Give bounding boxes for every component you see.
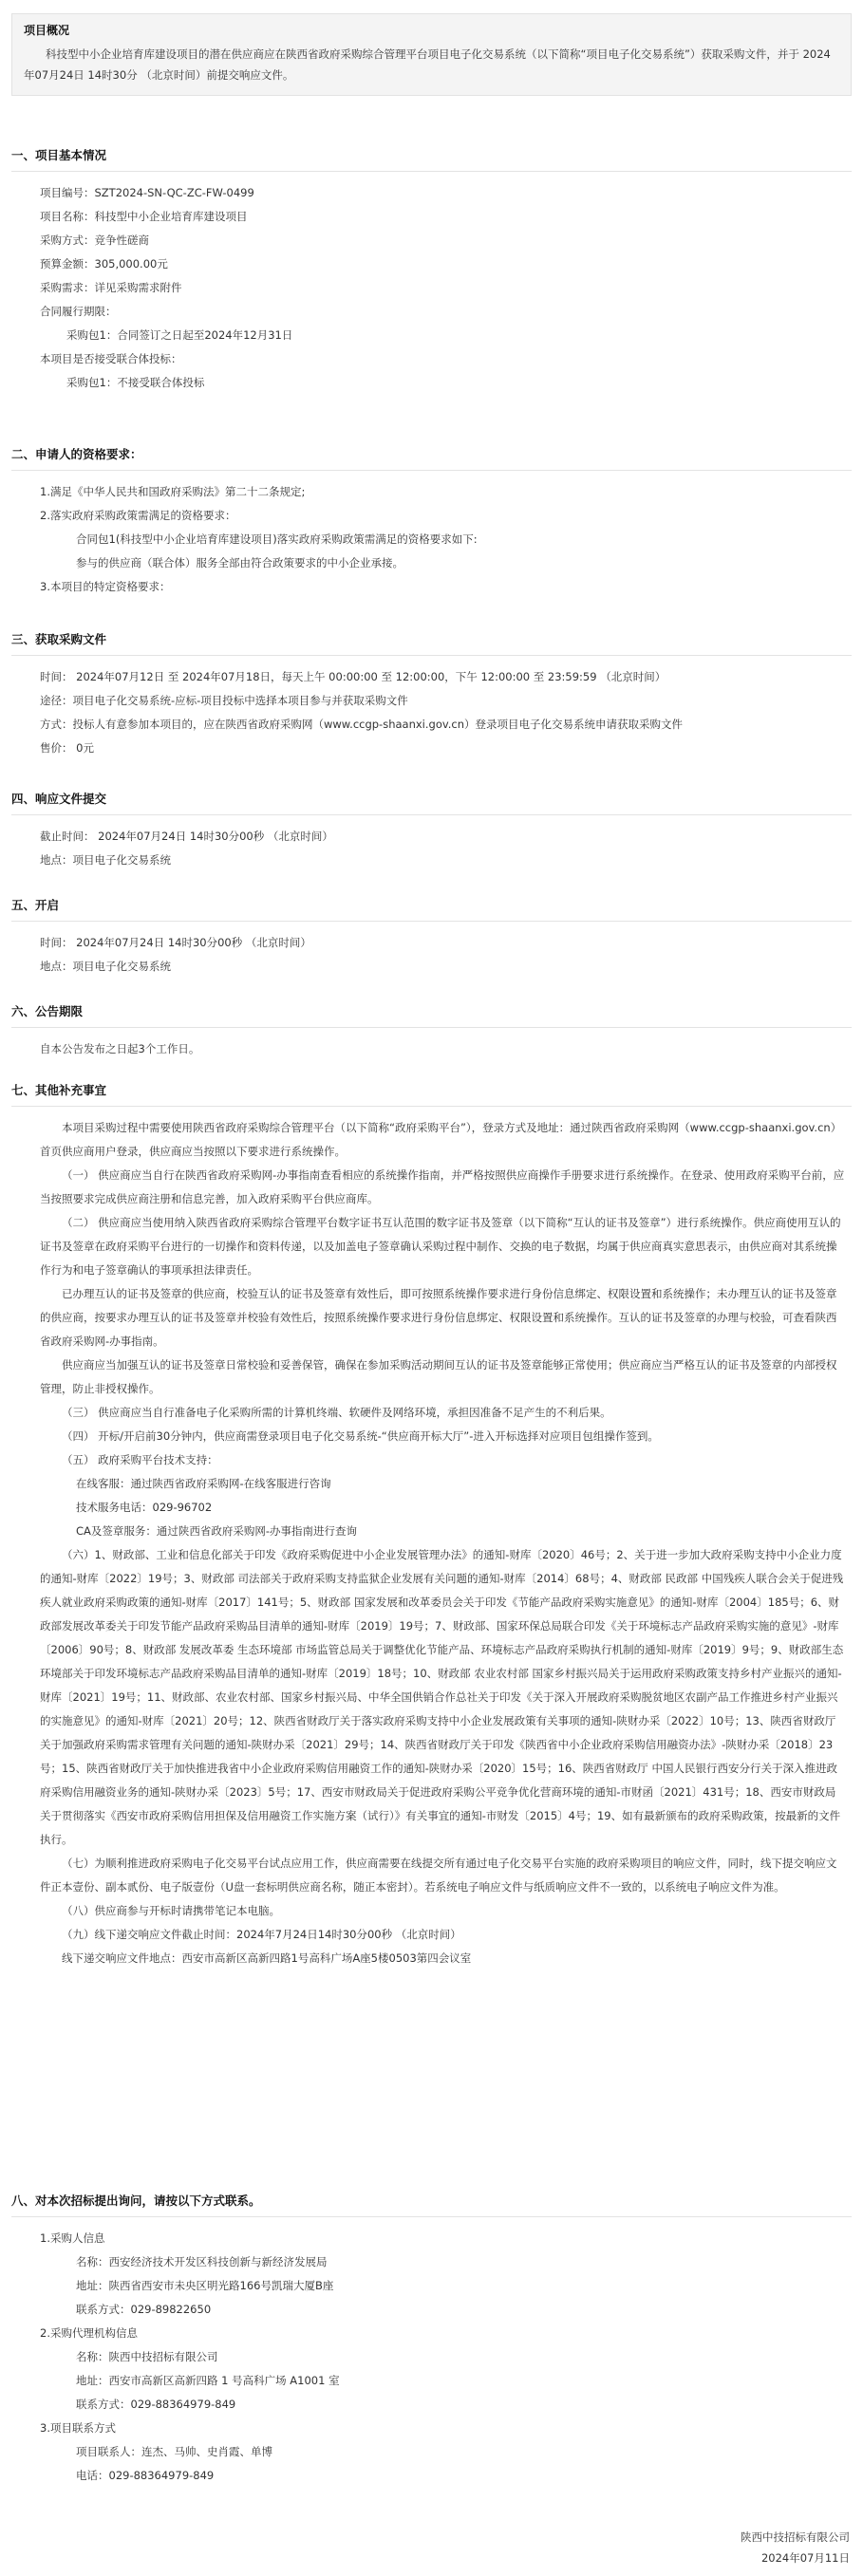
divider bbox=[11, 171, 852, 172]
overview-title: 项目概况 bbox=[24, 24, 70, 37]
section-title: 一、项目基本情况 bbox=[11, 148, 107, 162]
ca-service: CA及签章服务：通过陕西省政府采购网-办事指南进行查询 bbox=[76, 1524, 358, 1538]
footer-org: 陕西中技招标有限公司 bbox=[741, 2530, 850, 2544]
obtain-channel: 途径：项目电子化交易系统-应标-项目投标中选择本项目参与并获取采购文件 bbox=[40, 694, 408, 707]
qualification-item: 3.本项目的特定资格要求： bbox=[40, 580, 171, 593]
agency-address: 地址：西安市高新区高新四路 1 号高科广场 A1001 室 bbox=[76, 2374, 340, 2387]
purchaser-address: 地址：陕西省西安市未央区明光路166号凯瑞大厦B座 bbox=[76, 2279, 334, 2292]
supplementary-paragraph: （五） 政府采购平台技术支持： bbox=[62, 1453, 218, 1466]
opening-location: 地点：项目电子化交易系统 bbox=[40, 960, 171, 973]
section-title: 五、开启 bbox=[11, 898, 60, 912]
divider bbox=[11, 921, 852, 922]
obtain-method: 方式：投标人有意参加本项目的，应在陕西省政府采购网（www.ccgp-shaanxi.gov.cn）登录项目电子化交易系统申请获取采购文件 bbox=[40, 718, 684, 731]
project-name: 项目名称：科技型中小企业培育库建设项目 bbox=[40, 210, 248, 223]
divider bbox=[11, 470, 852, 471]
section-opening bbox=[11, 896, 852, 979]
consortium-value: 采购包1：不接受联合体投标 bbox=[66, 376, 205, 389]
project-number: 项目编号：SZT2024-SN-QC-ZC-FW-0499 bbox=[40, 186, 254, 199]
supplementary-paragraph: （一） 供应商应当自行在陕西省政府采购网-办事指南查看相应的系统操作指南，并严格按照供应商操作手册要求进行系统操作。在登录、使用政府采购平台前，应当按照要求完成供应商注册和信息完善，加入政府采购平台供应商库。 bbox=[40, 1168, 845, 1205]
signature-block bbox=[741, 2527, 850, 2568]
section-title: 三、获取采购文件 bbox=[11, 632, 107, 646]
qualification-item: 2.落实政府采购政策需满足的资格要求： bbox=[40, 509, 236, 522]
section-submission bbox=[11, 790, 852, 872]
section-supplementary bbox=[11, 1081, 852, 1970]
section-basic-info bbox=[11, 146, 852, 395]
project-overview-box bbox=[11, 13, 852, 96]
footer-date: 2024年07月11日 bbox=[760, 2551, 850, 2565]
agency-name: 名称：陕西中技招标有限公司 bbox=[76, 2350, 218, 2363]
section-title: 八、对本次招标提出询问，请按以下方式联系。 bbox=[11, 2193, 261, 2208]
obtain-time: 时间： 2024年07月12日 至 2024年07月18日，每天上午 00:00:00 至 12:00:00，下午 12:00:00 至 23:59:59 （北京时间） bbox=[40, 670, 666, 683]
purchaser-name: 名称：西安经济技术开发区科技创新与新经济发展局 bbox=[76, 2255, 328, 2268]
divider bbox=[11, 1106, 852, 1107]
section-title: 二、申请人的资格要求： bbox=[11, 447, 142, 461]
policy-list-paragraph: （六）1、财政部、工业和信息化部关于印发《政府采购促进中小企业发展管理办法》的通知-财库〔2020〕46号；2、关于进一步加大政府采购支持中小企业力度的通知-财库〔2022〕19号；3、财政部 司法部关于政府采购支持监狱企业发展有关问题的通知-财库〔2014〕68号；4、财政部 民政部 中国残疾人联合会关于促进残疾人就业政府采购政策的通知-财库〔2017〕141号；5、财政部 国家发展和改革委员会关于印发《节能产品政府采购实施意见》的通知-财库〔2004〕185号；6、财政部发展改革委关于印发节能产品政府采购品目清单的通知-财库〔2019〕19号；7、财政部、国家环保总局联合印发《关于环境标志产品政府采购实施的意见》-财库〔2006〕90号；8、财政部 发展改革委 生态环境部 市场监管总局关于调整优化节能产品、环境标志产品政府采购执行机制的通知-财库〔2019〕9号；9、财政部生态环境部关于印发环境标志产品政府采购品目清单的通知-财库〔2019〕18号；10、财政部 农业农村部 国家乡村振兴局关于运用政府采购政策支持乡村产业振兴的通知-财库〔2021〕19号；11、财政部、农业农村部、国家乡村振兴局、中华全国供销合作总社关于印发《关于深入开展政府采购脱贫地区农副产品工作推进乡村产业振兴的实施意见》的通知-财库〔2021〕20号；12、陕西省财政厅关于落实政府采购支持中小企业发展政策有关事项的通知-陕财办采〔2022〕10号；13、陕西省财政厅关于加强政府采购需求管理有关问题的通知-陕财办采〔2021〕29号；14、陕西省财政厅关于印发《陕西省中小企业政府采购信用融资办法》-陕财办采〔2018〕23号；15、陕西省财政厅关于加快推进我省中小企业政府采购信用融资工作的通知-陕财办采〔2020〕15号；16、陕西省财政厅 中国人民银行西安分行关于深入推进政府采购信用融资业务的通知-陕财办采〔2023〕5号；17、西安市财政局关于促进政府采购公平竞争优化营商环境的通知-市财函〔2021〕431号；18、西安市财政局关于贯彻落实《西安市政府采购信用担保及信用融资工作实施方案（试行）》有关事宜的通知-市财发〔2015〕4号；19、如有最新颁布的政府采购政策，按最新的文件执行。 bbox=[40, 1548, 844, 1846]
page bbox=[0, 13, 863, 2576]
overview-text: 科技型中小企业培育库建设项目的潜在供应商应在陕西省政府采购综合管理平台项目电子化交易系统（以下简称“项目电子化交易系统”）获取采购文件，并于 2024年07月24日 14时30分 （北京时间）前提交响应文件。 bbox=[24, 47, 831, 82]
requirements: 采购需求：详见采购需求附件 bbox=[40, 281, 182, 294]
supplementary-paragraph: 线下递交响应文件地点：西安市高新区高新四路1号高科广场A座5楼0503第四会议室 bbox=[62, 1951, 472, 1965]
supplementary-paragraph: 本项目采购过程中需要使用陕西省政府采购综合管理平台（以下简称“政府采购平台”），登录方式及地址：通过陕西省政府采购网（www.ccgp-shaanxi.gov.cn）首页供应商用户登录，供应商应当按照以下要求进行系统操作。 bbox=[40, 1121, 842, 1158]
agency-info-title: 2.采购代理机构信息 bbox=[40, 2326, 138, 2340]
agency-phone: 联系方式：029-88364979-849 bbox=[76, 2398, 236, 2411]
section-notice-period bbox=[11, 1002, 852, 1061]
purchaser-phone: 联系方式：029-89822650 bbox=[76, 2303, 212, 2316]
supplementary-paragraph: （四） 开标/开启前30分钟内，供应商需登录项目电子化交易系统-“供应商开标大厅”-进入开标选择对应项目包组操作签到。 bbox=[62, 1429, 659, 1443]
contract-period-label: 合同履行期限： bbox=[40, 305, 117, 318]
divider bbox=[11, 814, 852, 815]
divider bbox=[11, 655, 852, 656]
section-obtain-documents bbox=[11, 630, 852, 760]
supplementary-paragraph: （八）供应商参与开标时请携带笔记本电脑。 bbox=[62, 1904, 280, 1917]
supplementary-paragraph: 已办理互认的证书及签章的供应商，校验互认的证书及签章有效性后，即可按照系统操作要求进行身份信息绑定、权限设置和系统操作；未办理互认的证书及签章的供应商，按要求办理互认的证书及签章并校验有效性后，按照系统操作要求进行身份信息绑定、权限设置和系统操作。互认的证书及签章的办理与校验，可查看陕西省政府采购网-办事指南。 bbox=[40, 1287, 837, 1348]
section-contacts bbox=[11, 2192, 852, 2488]
supplementary-paragraph: 供应商应当加强互认的证书及签章日常校验和妥善保管，确保在参加采购活动期间互认的证书及签章能够正常使用；供应商应当严格互认的证书及签章的内部授权管理，防止非授权操作。 bbox=[40, 1358, 837, 1395]
qualification-item: 参与的供应商（联合体）服务全部由符合政策要求的中小企业承接。 bbox=[76, 556, 403, 569]
obtain-price: 售价： 0元 bbox=[40, 741, 94, 755]
divider bbox=[11, 1027, 852, 1028]
submission-deadline: 截止时间： 2024年07月24日 14时30分00秒 （北京时间） bbox=[40, 830, 333, 843]
purchaser-info-title: 1.采购人信息 bbox=[40, 2231, 105, 2245]
supplementary-paragraph: （二） 供应商应当使用纳入陕西省政府采购综合管理平台数字证书互认范围的数字证书及签章（以下简称“互认的证书及签章”）进行系统操作。供应商使用互认的证书及签章在政府采购平台进行的一切操作和资料传递，以及加盖电子签章确认采购过程中制作、交换的电子数据，均属于供应商真实意思表示，由供应商对其系统操作行为和电子签章确认的事项承担法律责任。 bbox=[40, 1216, 841, 1277]
section-title: 七、其他补充事宜 bbox=[11, 1083, 107, 1097]
section-title: 四、响应文件提交 bbox=[11, 792, 107, 806]
online-service: 在线客服：通过陕西省政府采购网-在线客服进行咨询 bbox=[76, 1477, 331, 1490]
supplementary-paragraph: （九）线下递交响应文件截止时间：2024年7月24日14时30分00秒 （北京时间） bbox=[62, 1928, 461, 1941]
qualification-item: 1.满足《中华人民共和国政府采购法》第二十二条规定; bbox=[40, 485, 306, 498]
section-title: 六、公告期限 bbox=[11, 1004, 84, 1018]
tech-support-phone: 技术服务电话：029-96702 bbox=[76, 1501, 213, 1514]
supplementary-paragraph: （七）为顺利推进政府采购电子化交易平台试点应用工作，供应商需要在线提交所有通过电子化交易平台实施的政府采购项目的响应文件，同时，线下提交响应文件正本壹份、副本贰份、电子版壹份（U盘一套标明供应商名称，随正本密封）。若系统电子响应文件与纸质响应文件不一致的，以系统电子响应文件为准。 bbox=[40, 1857, 837, 1894]
section-qualifications bbox=[11, 445, 852, 599]
submission-location: 地点：项目电子化交易系统 bbox=[40, 853, 171, 867]
divider bbox=[11, 2216, 852, 2217]
project-contact-title: 3.项目联系方式 bbox=[40, 2421, 116, 2435]
contract-period-value: 采购包1：合同签订之日起至2024年12月31日 bbox=[66, 328, 293, 342]
supplementary-paragraph: （三） 供应商应当自行准备电子化采购所需的计算机终端、软硬件及网络环境，承担因准备不足产生的不利后果。 bbox=[62, 1406, 611, 1419]
budget: 预算金额：305,000.00元 bbox=[40, 257, 168, 271]
notice-period-text: 自本公告发布之日起3个工作日。 bbox=[40, 1042, 200, 1055]
consortium-label: 本项目是否接受联合体投标： bbox=[40, 352, 182, 365]
qualification-item: 合同包1(科技型中小企业培育库建设项目)落实政府采购政策需满足的资格要求如下: bbox=[76, 532, 478, 546]
project-contact-people: 项目联系人：连杰、马帅、史肖霞、单博 bbox=[76, 2445, 272, 2458]
project-contact-phone: 电话：029-88364979-849 bbox=[76, 2469, 215, 2482]
opening-time: 时间： 2024年07月24日 14时30分00秒 （北京时间） bbox=[40, 936, 311, 949]
procurement-method: 采购方式：竞争性磋商 bbox=[40, 233, 149, 247]
